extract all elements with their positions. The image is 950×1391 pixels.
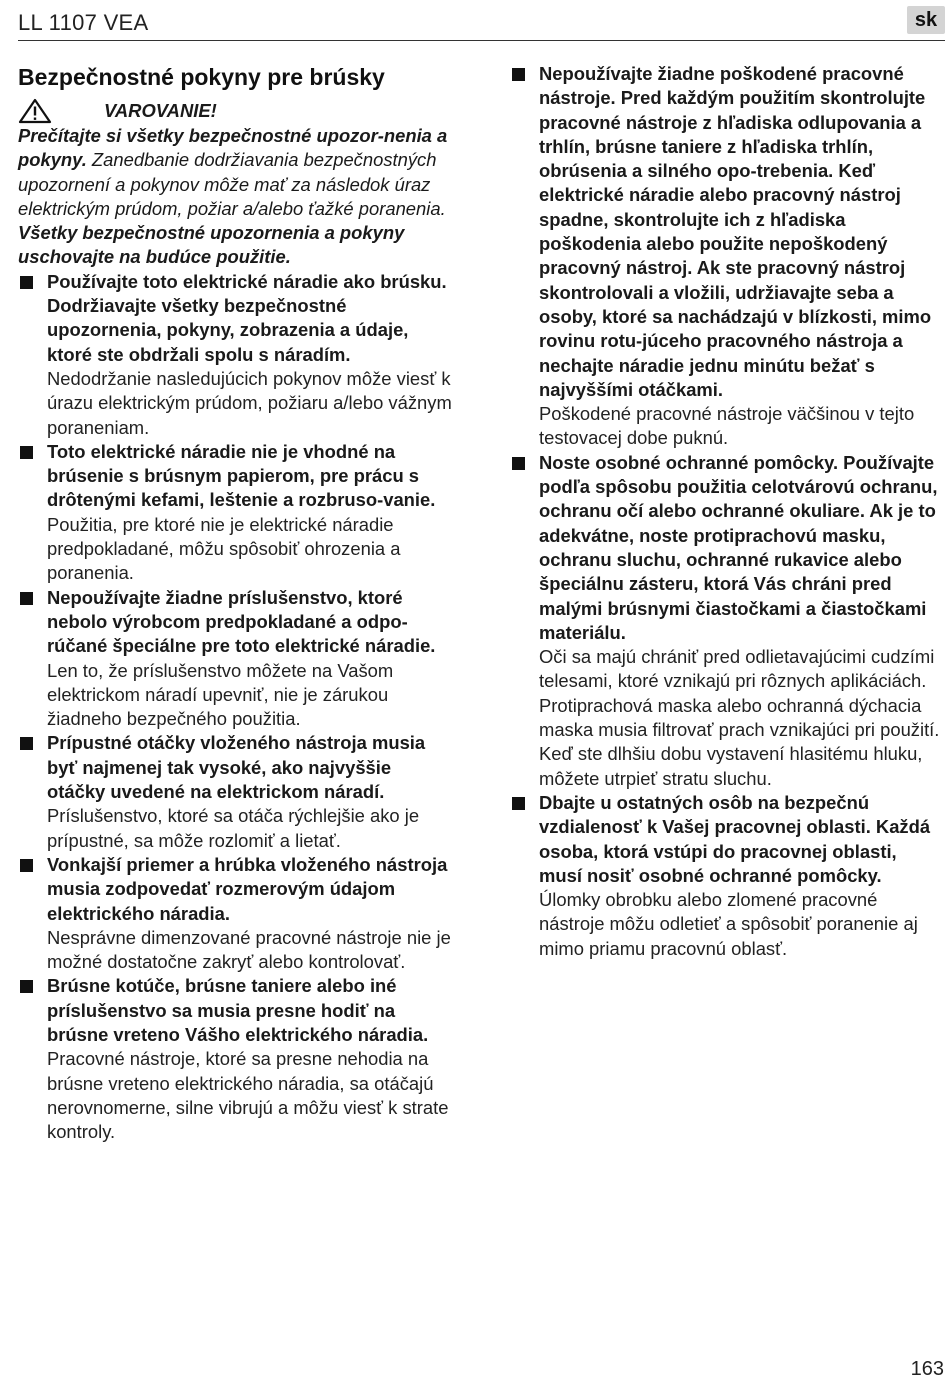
safety-item-instruction: Nepoužívajte žiadne príslušenstvo, ktoré nebolo výrobcom predpokladané a odpo-rúčané špeciálne pre toto elektrické náradie. xyxy=(47,586,436,657)
header-rule xyxy=(18,40,945,41)
safety-item-explanation: Použitia, pre ktoré nie je elektrické náradie predpokladané, môžu spôsobiť ohrozenia a poranenia. xyxy=(47,513,401,584)
bullet-square-icon xyxy=(20,276,33,289)
safety-item xyxy=(18,731,452,852)
language-badge: sk xyxy=(907,6,945,34)
safety-item-instruction: Dbajte u ostatných osôb na bezpečnú vzdialenosť k Vašej pracovnej oblasti. Každá osoba, ktorá vstúpi do pracovnej oblasti, musí nosiť osobné ochranné pomôcky. xyxy=(539,791,931,886)
page-number: 163 xyxy=(910,1358,944,1380)
warning-triangle-icon xyxy=(18,98,52,124)
safety-item xyxy=(18,440,452,586)
safety-item-explanation: Nedodržanie nasledujúcich pokynov môže viesť k úrazu elektrickým prúdom, požiaru a/lebo vážnym poraneniam. xyxy=(47,367,452,438)
safety-item-explanation: Pracovné nástroje, ktoré sa presne nehodia na brúsne vreteno elektrického náradia, sa otáčajú nerovnomerne, silne vibrujú a môžu viesť k strate kontroly. xyxy=(47,1048,449,1143)
safety-item-instruction: Vonkajší priemer a hrúbka vloženého nástroja musia zodpovedať rozmerovým údajom elektrického náradia. xyxy=(47,853,448,924)
bullet-square-icon xyxy=(20,592,33,605)
safety-item xyxy=(18,853,452,974)
warning-label: VAROVANIE! xyxy=(104,99,217,121)
bullet-square-icon xyxy=(20,446,33,459)
bullet-square-icon xyxy=(512,457,525,470)
safety-item xyxy=(510,451,944,791)
safety-item-instruction: Brúsne kotúče, brúsne taniere alebo iné príslušenstvo sa musia presne hodiť na brúsne vreteno Vášho elektrického náradia. xyxy=(47,975,429,1045)
safety-item-instruction: Toto elektrické náradie nie je vhodné na brúsenie s brúsnym papierom, pre prácu s drôtenými kefami, leštenie a rozbruso-vanie. xyxy=(47,440,436,511)
safety-item-explanation: Len to, že príslušenstvo môžete na Vašom elektrickom náradí upevniť, nie je zárukou žiadneho bezpečného použitia. xyxy=(47,659,394,730)
bullet-square-icon xyxy=(20,980,33,993)
bullet-square-icon xyxy=(20,737,33,750)
intro-paragraph xyxy=(18,124,452,221)
warning-line xyxy=(18,98,452,124)
safety-item-explanation: Nesprávne dimenzované pracovné nástroje nie je možné dostatočne zakryť alebo kontrolovať. xyxy=(47,926,451,973)
safety-item xyxy=(18,586,452,732)
safety-item-instruction: Noste osobné ochranné pomôcky. Používajte podľa spôsobu použitia celotvárovú ochranu, ochranu očí alebo ochranné okuliare. Ak je to adekvátne, noste protiprachovú masku, ochranu sluchu, ochranné rukavice alebo špeciálnu zásteru, ktorá Vás chráni pred malými brúsnymi čiastočkami a čiastočkami materiálu. xyxy=(539,451,938,643)
safety-item-explanation: Príslušenstvo, ktoré sa otáča rýchlejšie ako je prípustné, sa môže rozlomiť a lietať. xyxy=(47,805,420,851)
right-column xyxy=(510,62,944,961)
safety-item xyxy=(510,791,944,961)
intro-keep-text: Všetky bezpečnostné upozornenia a pokyny uschovajte na budúce použitie. xyxy=(18,222,405,268)
left-safety-list xyxy=(18,270,452,1145)
header-model-name: LL 1107 VEA xyxy=(18,10,149,35)
safety-item-instruction: Nepoužívajte žiadne poškodené pracovné nástroje. Pred každým použitím skontrolujte pracovné nástroje z hľadiska odlupovania a trhlín, brúsne taniere z hľadiska trhlín, obrúsenia a silného opo-trebenia. Keď elektrické náradie alebo pracovný nástroj spadne, skontrolujte ich z hľadiska poškodenia alebo použite nepoškodený pracovný nástroj. Ak ste pracovný nástroj skontrolovali a vložili, udržiavajte seba a osoby, ktoré sa nachádzajú v blízkosti, mimo rovinu rotu-júceho pracovného nástroja a nechajte náradie jednu minútu bežať s najvyššími otáčkami. xyxy=(539,63,932,400)
intro-lead: Prečítajte si všetky bezpečnostné upozor-nenia a pokyny. xyxy=(18,125,448,171)
safety-item-explanation: Oči sa majú chrániť pred odlietavajúcimi cudzími telesami, ktoré vznikajú pri rôznych aplikáciách. Protiprachová maska alebo ochranná dýchacia maska musia filtrovať prach vznikajúci pri použití. Keď ste dlhšiu dobu vystavení hlasitému hluku, môžete utrpieť stratu sluchu. xyxy=(539,646,940,789)
safety-item xyxy=(510,62,944,451)
bullet-square-icon xyxy=(512,797,525,810)
safety-item xyxy=(18,974,452,1144)
safety-item-instruction: Používajte toto elektrické náradie ako brúsku. Dodržiavajte všetky bezpečnostné upozornenia, pokyny, zobrazenia a údaje, ktoré ste obdržali spolu s náradím. xyxy=(47,270,447,365)
safety-item xyxy=(18,270,452,440)
right-safety-list xyxy=(510,62,944,961)
bullet-square-icon xyxy=(512,68,525,81)
safety-item-explanation: Úlomky obrobku alebo zlomené pracovné nástroje môžu odletieť a spôsobiť poranenie aj mimo priamu pracovnú oblasť. xyxy=(539,889,918,959)
bullet-square-icon xyxy=(20,859,33,872)
safety-item-instruction: Prípustné otáčky vloženého nástroja musia byť najmenej tak vysoké, ako najvyššie otáčky uvedené na elektrickom náradí. xyxy=(47,732,426,803)
intro-keep xyxy=(18,221,452,270)
safety-item-explanation: Poškodené pracovné nástroje väčšinou v tejto testovacej dobe puknú. xyxy=(539,403,915,449)
section-title: Bezpečnostné pokyny pre brúsky xyxy=(18,64,385,90)
intro-body: Zanedbanie dodržiavania bezpečnostných upozornení a pokynov môže mať za následok úraz elektrickým prúdom, požiar a/alebo ťažké poranenia. xyxy=(18,149,446,219)
left-column xyxy=(18,62,452,1144)
